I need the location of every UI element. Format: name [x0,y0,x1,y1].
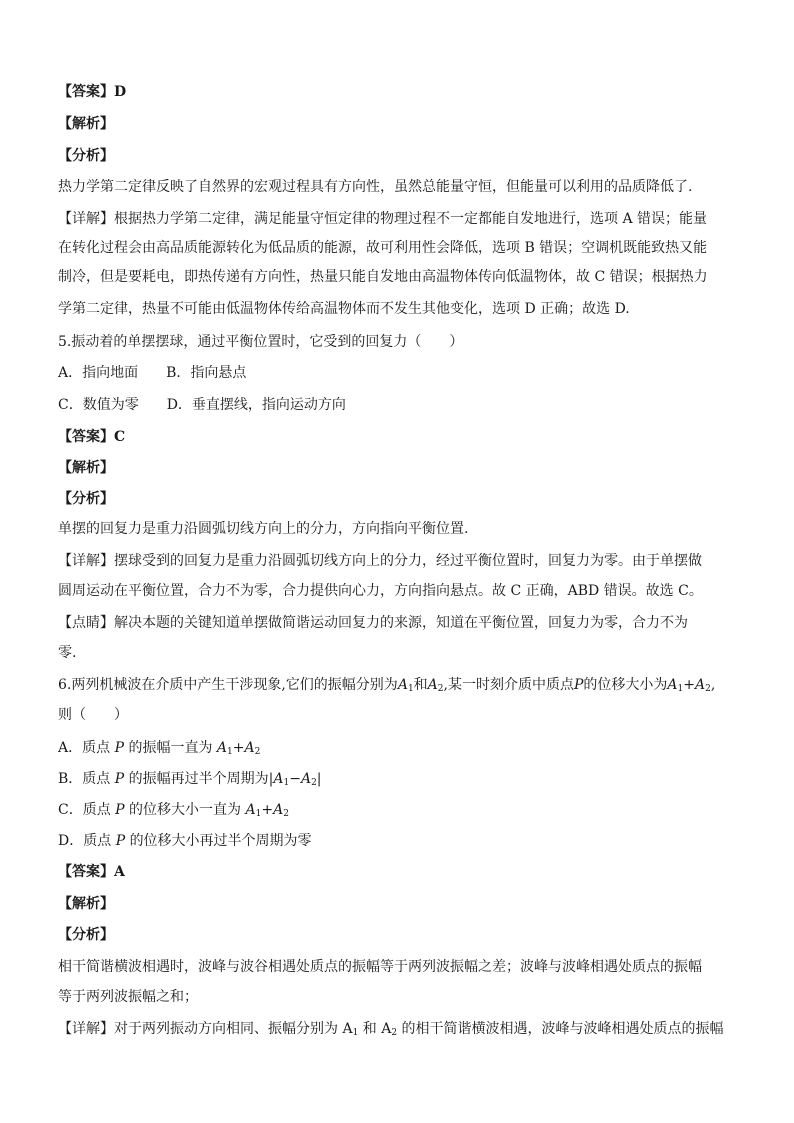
q6-fenxi-line-1: 相干简谐横波相遇时，波峰与波谷相遇处质点的振幅等于两列波振幅之差；波峰与波峰相遇处质点的振幅 [58,959,702,975]
q6-question-line-1: 6.两列机械波在介质中产生干涉现象,它们的振幅分别为$A_1$和$A_2$,某一时刻介质中质点P的位移大小为$A_1+A_2$, [58,677,716,694]
q6-option-c: C．质点 P 的位移大小一直为 $A_1+A_2$ [58,802,289,819]
q4-fenxi-text: 热力学第二定律反映了自然界的宏观过程具有方向性，虽然总能量守恒，但能量可以利用的品质降低了. [58,179,693,195]
q6-fenxi-line-2: 等于两列波振幅之和； [58,989,198,1005]
q6-question-line-2: 则（ ） [58,707,128,723]
q6-option-a: A．质点 P 的振幅一直为 $A_1+A_2$ [58,740,261,757]
q6-answer: 【答案】A [58,864,125,880]
q6-analysis-heading: 【解析】 [58,896,114,912]
q5-detail-line-1: 【详解】摆球受到的回复力是重力沿圆弧切线方向上的分力，经过平衡位置时，回复力为零。由于单摆做 [58,553,702,569]
q6-fenxi-heading: 【分析】 [58,927,114,943]
q5-question: 5.振动着的单摆摆球，通过平衡位置时，它受到的回复力（ ） [58,334,464,350]
q5-options-ab: A．指向地面 B．指向悬点 [58,365,247,381]
q5-analysis-heading: 【解析】 [58,460,114,476]
q4-analysis-heading: 【解析】 [58,116,114,132]
q6-detail-line-1: 【详解】对于两列振动方向相同、振幅分别为 $A_1$ 和 $A_2$ 的相干简谐横波相遇，波峰与波峰相遇处质点的振幅 [58,1021,724,1038]
q5-fenxi-text: 单摆的回复力是重力沿圆弧切线方向上的分力，方向指向平衡位置. [58,521,469,537]
q4-detail-line-2: 在转化过程会由高品质能源转化为低品质的能源，故可利用性会降低，选项 B 错误；空调机既能致热又能 [58,240,708,256]
q4-answer: 【答案】D [58,84,127,100]
q5-comment-line-2: 零. [58,645,77,661]
q5-comment-line-1: 【点睛】解决本题的关键知道单摆做简谐运动回复力的来源，知道在平衡位置，回复力为零，合力不为 [58,615,688,631]
q5-answer: 【答案】C [58,429,126,445]
q6-option-d: D．质点 P 的位移大小再过半个周期为零 [58,833,312,849]
q5-fenxi-heading: 【分析】 [58,491,114,507]
q5-options-cd: C．数值为零 D．垂直摆线，指向运动方向 [58,397,346,413]
q4-fenxi-heading: 【分析】 [58,148,114,164]
q6-option-b: B．质点 P 的振幅再过半个周期为$|A_1-A_2|$ [58,771,322,788]
q5-detail-line-2: 圆周运动在平衡位置，合力不为零，合力提供向心力，方向指向悬点。故 C 正确，ABD 错误。故选 C。 [58,583,703,599]
q4-detail-line-3: 制冷，但是要耗电，即热传递有方向性，热量只能自发地由高温物体传向低温物体，故 C 错误；根据热力 [58,269,708,285]
q4-detail-line-4: 学第二定律，热量不可能由低温物体传给高温物体而不发生其他变化，选项 D 正确；故选 D. [58,301,630,317]
q4-detail-line-1: 【详解】根据热力学第二定律，满足能量守恒定律的物理过程不一定都能自发地进行，选项 A 错误；能量 [58,211,708,227]
